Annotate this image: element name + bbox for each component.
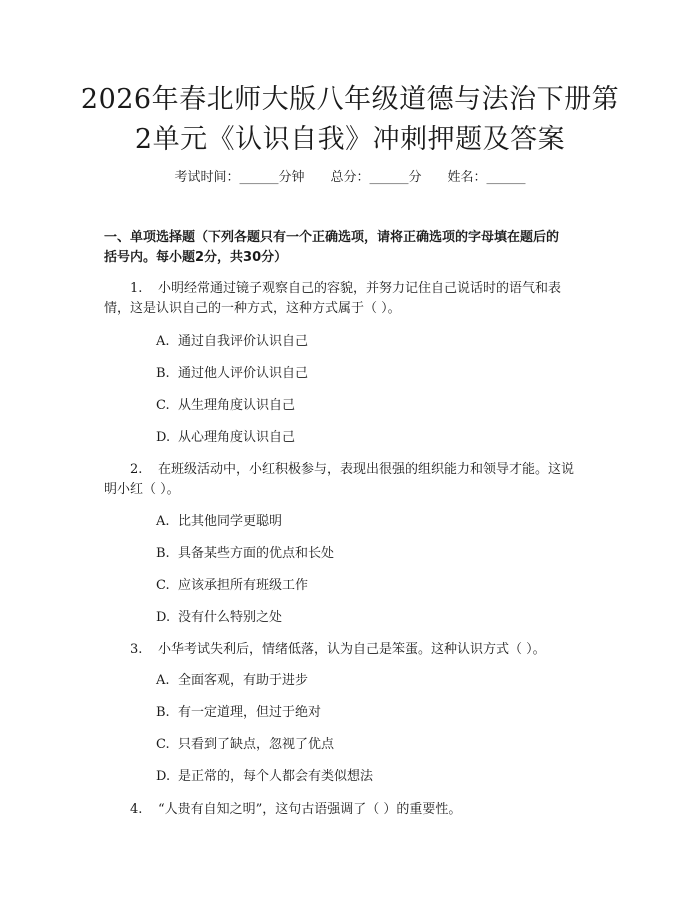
question-4 [104, 800, 599, 820]
q1-option-d: D. 从心理角度认识自己 [156, 430, 296, 445]
question-number: 1. [130, 281, 143, 296]
q1-option-b: B. 通过他人评价认识自己 [156, 366, 309, 381]
exam-meta [0, 168, 700, 188]
q2-option-c: C. 应该承担所有班级工作 [156, 578, 309, 593]
q2-option-d: D. 没有什么特别之处 [156, 610, 283, 625]
question-number: 4. [130, 802, 143, 817]
section-heading-line2: 括号内。每小题2分，共30分） [104, 250, 288, 265]
doc-title-line1: 2026年春北师大版八年级道德与法治下册第 [80, 84, 620, 115]
question-stem-line2: 情，这是认识自己的一种方式，这种方式属于（ ）。 [104, 301, 401, 316]
question-1 [104, 279, 599, 319]
score-label: 总分： [330, 170, 370, 185]
q2-option-a: A. 比其他同学更聪明 [156, 514, 283, 529]
q1-option-c: C. 从生理角度认识自己 [156, 398, 296, 413]
question-stem-line2: 明小红（ ）。 [104, 482, 180, 497]
name-label: 姓名： [447, 170, 487, 185]
question-2 [104, 460, 599, 500]
q3-option-b: B. 有一定道理，但过于绝对 [156, 705, 322, 720]
section-heading-line1: 一、单项选择题（下列各题只有一个正确选项，请将正确选项的字母填在题后的 [104, 230, 560, 245]
question-number: 3. [130, 642, 143, 657]
time-blank: ______ [239, 170, 279, 185]
question-number: 2. [130, 462, 143, 477]
question-stem-line1: 在班级活动中，小红积极参与，表现出很强的组织能力和领导才能。这说 [158, 462, 575, 477]
question-stem-line1: 小明经常通过镜子观察自己的容貌，并努力记住自己说话时的语气和表 [158, 281, 562, 296]
question-stem-line1: “人贵有自知之明”，这句古语强调了（ ）的重要性。 [158, 802, 462, 817]
q3-option-c: C. 只看到了缺点，忽视了优点 [156, 737, 335, 752]
question-3 [104, 640, 599, 660]
q3-option-d: D. 是正常的，每个人都会有类似想法 [156, 769, 374, 784]
q2-option-b: B. 具备某些方面的优点和长处 [156, 546, 335, 561]
time-label: 考试时间： [174, 170, 240, 185]
time-unit: 分钟 [278, 170, 305, 185]
q3-option-a: A. 全面客观，有助于进步 [156, 673, 309, 688]
question-stem-line1: 小华考试失利后，情绪低落，认为自己是笨蛋。这种认识方式（ ）。 [158, 642, 546, 657]
name-blank: ______ [486, 170, 526, 185]
doc-title-line2: 2单元《认识自我》冲刺押题及答案 [134, 124, 566, 155]
score-unit: 分 [408, 170, 422, 185]
score-blank: ______ [369, 170, 409, 185]
section-heading [104, 228, 604, 268]
q1-option-a: A. 通过自我评价认识自己 [156, 334, 309, 349]
